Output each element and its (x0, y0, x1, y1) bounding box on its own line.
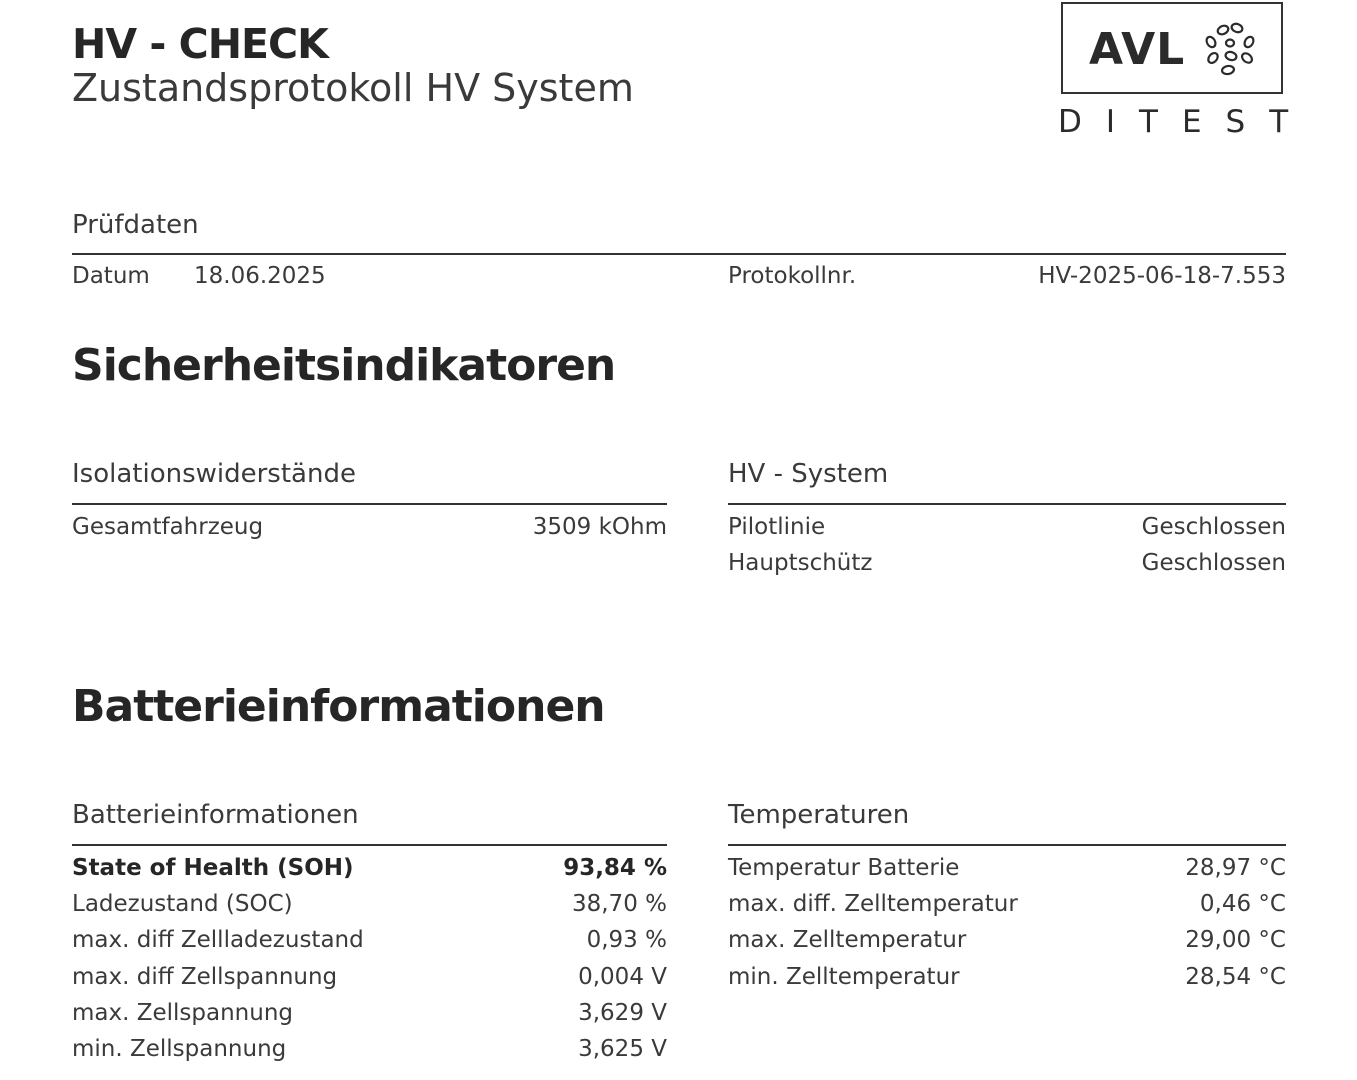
row-value: 28,54 °C (1185, 964, 1286, 990)
protokollnr-label: Protokollnr. (728, 263, 857, 289)
avl-emblem-icon (1203, 20, 1265, 86)
temperaturen-divider (728, 844, 1286, 846)
row-label: State of Health (SOH) (72, 855, 354, 881)
datum-value: 18.06.2025 (194, 263, 326, 289)
row-label: Hauptschütz (728, 550, 873, 576)
row-label: Pilotlinie (728, 514, 826, 540)
table-row (728, 853, 1286, 883)
batterie-info-divider (72, 844, 667, 846)
sicherheitsindikatoren-heading: Sicherheitsindikatoren (72, 340, 616, 391)
table-row (72, 512, 667, 542)
row-value: 28,97 °C (1185, 855, 1286, 881)
hv-system-divider (728, 503, 1286, 505)
batterie-info-label: Batterieinformationen (72, 800, 359, 830)
table-row (72, 853, 667, 883)
row-value: 0,004 V (578, 964, 667, 990)
isolation-label: Isolationswiderstände (72, 459, 356, 489)
row-label: Temperatur Batterie (728, 855, 960, 881)
protokollnr-value: HV-2025-06-18-7.553 (1038, 263, 1286, 289)
document-title: HV - CHECK (72, 20, 328, 68)
row-value: 3,629 V (578, 1000, 667, 1026)
table-row (728, 548, 1286, 578)
row-label: min. Zelltemperatur (728, 964, 960, 990)
row-label: Ladezustand (SOC) (72, 891, 293, 917)
table-row (72, 962, 667, 992)
batterieinformationen-heading: Batterieinformationen (72, 681, 605, 732)
row-label: Gesamtfahrzeug (72, 514, 264, 540)
row-value: 0,46 °C (1199, 891, 1286, 917)
table-row (72, 998, 667, 1028)
pruefdaten-divider (72, 253, 1286, 255)
row-value: 3509 kOhm (532, 514, 667, 540)
logo-sub-text: DITEST (1058, 104, 1313, 140)
isolation-divider (72, 503, 667, 505)
row-label: max. Zellspannung (72, 1000, 294, 1026)
temperaturen-label: Temperaturen (728, 800, 910, 830)
pruefdaten-label: Prüfdaten (72, 210, 199, 240)
row-value: 0,93 % (586, 927, 667, 953)
row-label: max. Zelltemperatur (728, 927, 967, 953)
table-row (72, 1034, 667, 1064)
row-value: Geschlossen (1141, 514, 1286, 540)
row-value: 93,84 % (563, 855, 667, 881)
table-row (72, 889, 667, 919)
row-value: 3,625 V (578, 1036, 667, 1062)
table-row (728, 962, 1286, 992)
row-value: 38,70 % (571, 891, 667, 917)
hv-system-label: HV - System (728, 459, 889, 489)
row-label: max. diff. Zelltemperatur (728, 891, 1018, 917)
table-row (728, 512, 1286, 542)
table-row (728, 889, 1286, 919)
table-row (72, 925, 667, 955)
logo-brand-text: AVL (1089, 24, 1186, 75)
row-value: 29,00 °C (1185, 927, 1286, 953)
document-subtitle: Zustandsprotokoll HV System (72, 66, 634, 110)
avl-logo (1061, 2, 1283, 94)
datum-label: Datum (72, 263, 150, 289)
row-label: min. Zellspannung (72, 1036, 287, 1062)
row-label: max. diff Zellladezustand (72, 927, 364, 953)
table-row (728, 925, 1286, 955)
row-label: max. diff Zellspannung (72, 964, 338, 990)
row-value: Geschlossen (1141, 550, 1286, 576)
